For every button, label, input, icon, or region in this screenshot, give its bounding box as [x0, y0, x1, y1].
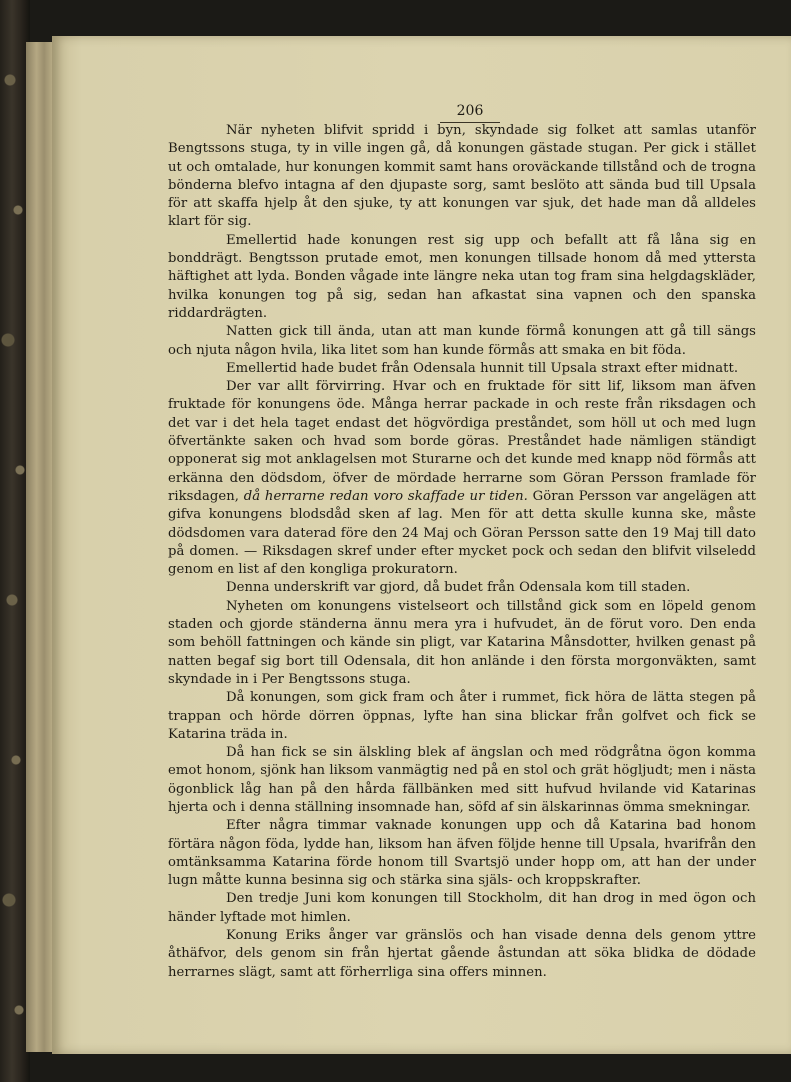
paragraph: Emellertid hade budet från Odensala hunnit till Upsala straxt efter midnatt.: [226, 360, 739, 376]
paragraph: Der var allt förvirring. Hvar och en fruktade för sitt lif, liksom man äfven fruktade för konungens öde. Många herrar packade in och reste från riksdagen och det var i det hela taget endast det högvördiga preståndet, som höll ut och med lugn öfvertänkte saken och hvad som borde göras. Preståndet hade nämligen ständigt opponerat sig mot anklagelsen mot Sturarne och det kunde med knapp nöd förmås att erkänna den dödsdom, öfver de mördade herrarne som Göran Persson framlade för riksdagen, då herrarne redan voro skaffade ur tiden. Göran Persson var angelägen att gifva konungens blodsdåd sken af lag. Men för att detta skulle kunna ske, måste dödsdomen vara daterad före den 24 Maj och Göran Persson satte den 19 Maj till dato på domen. — Riksdagen skref under efter mycket pock och sedan den blifvit vilseledd genom en list af den kongliga prokuratorn.: [168, 379, 756, 578]
paragraph: Natten gick till ända, utan att man kunde förmå konungen att gå till sängs och njuta någon hvila, lika litet som han kunde förmås att smaka en bit föda.: [168, 324, 756, 358]
paragraph: När nyheten blifvit spridd i byn, skyndade sig folket att samlas utanför Bengtssons stuga, ty in ville ingen gå, då konungen gästade stugan. Per gick i stället ut och omtalade, hur konungen kommit samt hans oroväckande tillstånd och de trogna bönderna blefvo intagna af den djupaste sorg, samt beslöto att sända bud till Upsala för att skaffa hjelp åt den sjuke, ty att konungen var sjuk, det hade man då alldeles klart för sig.: [168, 123, 756, 230]
paragraph: Den tredje Juni kom konungen till Stockholm, dit han drog in med ögon och händer lyftade mot himlen.: [168, 891, 756, 925]
paragraph: Konung Eriks ånger var gränslös och han visade denna dels genom yttre åthäfvor, dels genom sin från hjertat gående åstundan att söka blidka de dödade herrarnes slägt, samt att förherrliga sina offers minnen.: [168, 928, 756, 980]
paragraph: Då konungen, som gick fram och åter i rummet, fick höra de lätta stegen på trappan och hörde dörren öppnas, lyfte han sina blickar från golfvet och fick se Katarina träda in.: [168, 690, 756, 742]
paragraph: Då han fick se sin älskling blek af ängslan och med rödgråtna ögon komma emot honom, sjönk han liksom vanmägtig ned på en stol och grät högljudt; men i nästa ögonblick låg han på den hårda fällbänken med sitt hufvud hvilande vid Katarinas hjerta och i denna ställning insomnade han, söfd af sin älskarinnas ömma smekningar.: [168, 745, 756, 815]
page-number: 206: [440, 103, 500, 119]
paragraph: Efter några timmar vaknade konungen upp och då Katarina bad honom förtära någon föda, lydde han, liksom han äfven följde henne till Upsala, hvarifrån den omtänksamma Katarina förde honom till Svartsjö under hopp om, att han der under lugn måtte kunna besinna sig och stärka sina själs- och kroppskrafter.: [168, 818, 756, 889]
body-text: [168, 100, 756, 982]
paragraph: Denna underskrift var gjord, då budet från Odensala kom till staden.: [226, 580, 691, 596]
italic-phrase: då herrarne redan voro skaffade ur tiden.: [243, 488, 528, 504]
paragraph: Emellertid hade konungen rest sig upp och befallt att få låna sig en bonddrägt. Bengtsson prutade emot, men konungen tillsade honom då med yttersta häftighet att lyda. Bonden vågade inte längre neka utan tog fram sina helgdagskläder, hvilka konungen tog på sig, sedan han afkastat sina vapnen och den spanska riddardrägten.: [168, 232, 756, 321]
paragraph: Nyheten om konungens vistelseort och tillstånd gick som en löpeld genom staden och gjorde ständerna ännu mera yra i hufvudet, än de förut voro. Den enda som behöll fattningen och kände sin pligt, var Katarina Månsdotter, hvilken genast på natten begaf sig bort till Odensala, dit hon anlände i den första morgonväkten, samt skyndade in i Per Bengtssons stuga.: [168, 598, 756, 687]
